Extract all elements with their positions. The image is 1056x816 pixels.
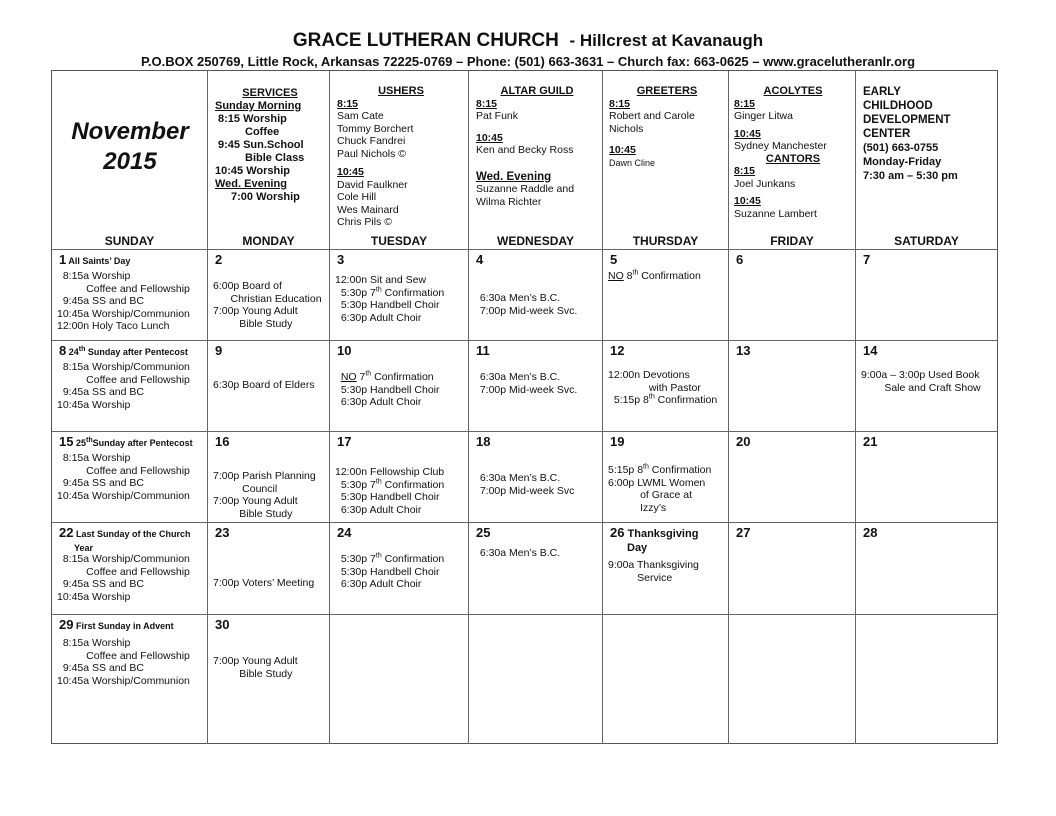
- day-cell: [52, 615, 208, 744]
- day-number: 7: [863, 252, 871, 267]
- altar-guild-cell: [469, 71, 603, 233]
- weekday-name: MONDAY: [208, 233, 330, 249]
- event-line: 12:00n Holy Taco Lunch: [57, 320, 170, 332]
- ushers-time: 8:15: [337, 97, 359, 110]
- usher-name: Sam Cate: [337, 110, 384, 122]
- ecc-hours: 7:30 am – 5:30 pm: [863, 170, 958, 182]
- day-events: [57, 553, 204, 603]
- acolytes-head: ACOLYTES: [763, 85, 823, 97]
- event-line: NO 8th Confirmation: [608, 269, 701, 282]
- event-line: 12:00n Fellowship Club: [335, 466, 445, 478]
- weekday-header: [52, 233, 997, 250]
- day-cell: [603, 341, 729, 432]
- weekday-name: THURSDAY: [603, 233, 729, 249]
- event-line: 10:45a Worship: [57, 398, 131, 411]
- event-line: 8:15a Worship: [57, 637, 131, 649]
- day-title: All Saints’ Day: [68, 256, 131, 266]
- weekday-name: SATURDAY: [894, 234, 959, 248]
- event-line: 6:30p Adult Choir: [335, 396, 422, 408]
- event-line: Bible Study: [213, 667, 293, 680]
- ecc-line: CENTER: [863, 128, 911, 140]
- services-line: Bible Class: [245, 152, 305, 164]
- event-line: 6:30a Men’s B.C.: [474, 292, 561, 304]
- event-line: 6:30a Men’s B.C.: [474, 472, 561, 484]
- event-line: 10:45a Worship/Communion: [57, 674, 190, 687]
- church-name: GRACE LUTHERAN CHURCH: [292, 30, 559, 51]
- event-line: 6:30p Adult Choir: [335, 311, 422, 324]
- day-cell: [52, 250, 208, 341]
- services-wed-evening: Wed. Evening: [215, 178, 287, 190]
- day-events: [57, 452, 204, 502]
- altar-guild-block: [476, 85, 598, 208]
- day-events: [335, 274, 465, 324]
- event-line: Bible Study: [213, 317, 293, 330]
- acolytes-cell: [729, 71, 856, 233]
- event-line: Service: [608, 571, 673, 584]
- day-title-cont: Day: [627, 542, 648, 554]
- day-events: [57, 361, 204, 411]
- usher-name: Chuck Fandrei: [337, 135, 406, 147]
- services-line: 9:45 Sun.School: [218, 139, 304, 151]
- event-line: 10:45a Worship/Communion: [57, 307, 190, 320]
- usher-name: Wes Mainard: [337, 203, 399, 216]
- day-cell: [330, 432, 469, 523]
- day-number: 6: [736, 252, 744, 267]
- day-events: [335, 553, 465, 591]
- usher-name: Paul Nichols ©: [337, 147, 407, 160]
- cantors-time: 10:45: [734, 195, 761, 207]
- event-line: 8:15a Worship: [57, 270, 131, 282]
- event-line: 9:00a – 3:00p Used Book: [861, 369, 980, 381]
- contact-line: P.O.BOX 250769, Little Rock, Arkansas 72225-0769 – Phone: (501) 663-3631 – Church fax: 663-0625 – www.gracelutheranlr.org: [140, 54, 916, 69]
- weekday-name: FRIDAY: [729, 233, 856, 249]
- services-cell: [208, 71, 330, 233]
- day-events: [474, 371, 599, 396]
- event-line: 6:00p LWML Women: [608, 476, 706, 489]
- day-cell: [208, 432, 330, 523]
- day-number: 25: [476, 525, 491, 540]
- day-cell: [330, 615, 469, 744]
- day-number: 26 Thanksgiving Day: [610, 525, 699, 554]
- weekday-name: TUESDAY: [330, 233, 469, 249]
- day-cell: [729, 341, 856, 432]
- usher-name: David Faulkner: [337, 178, 408, 191]
- day-number: 28: [863, 525, 878, 540]
- month-title: [52, 117, 208, 177]
- day-title: 25thSunday after Pentecost: [75, 437, 193, 448]
- day-cell: [208, 250, 330, 341]
- day-events: [213, 577, 326, 590]
- day-cell: [856, 523, 997, 615]
- altar-guild-name: Pat Funk: [476, 110, 519, 122]
- day-events: [213, 280, 326, 330]
- greeters-cell: [603, 71, 729, 233]
- event-line: 10:45a Worship/Communion: [57, 489, 190, 502]
- event-line: Bible Study: [213, 507, 293, 520]
- ecc-block: [863, 85, 995, 183]
- ushers-time: 10:45: [337, 166, 364, 178]
- day-number: 17: [337, 434, 352, 449]
- day-events: [608, 559, 725, 584]
- weekday-name: SUNDAY: [52, 233, 208, 249]
- day-events: [335, 371, 465, 409]
- event-line: 9:45a SS and BC: [57, 662, 144, 674]
- event-line: Coffee and Fellowship: [57, 649, 190, 662]
- day-cell: [330, 250, 469, 341]
- day-title: First Sunday in Advent: [75, 621, 174, 631]
- day-number: 2: [215, 252, 223, 267]
- event-line: 5:30p 7th Confirmation: [335, 552, 445, 565]
- event-line: 7:00p Young Adult: [213, 495, 298, 507]
- day-cell: [856, 341, 997, 432]
- day-cell: [469, 250, 603, 341]
- day-cell: [729, 523, 856, 615]
- event-line: 5:15p 8th Confirmation: [608, 393, 718, 406]
- day-cell: [330, 341, 469, 432]
- event-line: Coffee and Fellowship: [57, 373, 190, 386]
- day-events: [213, 655, 326, 680]
- day-number: 18: [476, 434, 491, 449]
- day-events: [608, 369, 725, 407]
- altar-guild-name: Ken and Becky Ross: [476, 144, 574, 156]
- day-events: [213, 470, 326, 520]
- day-cell: [330, 523, 469, 615]
- day-number: 14: [863, 343, 878, 358]
- day-cell: [52, 523, 208, 615]
- day-cell: [469, 341, 603, 432]
- month-cell: [52, 71, 208, 233]
- greeters-time: 8:15: [609, 97, 631, 110]
- month-name: November: [71, 118, 189, 145]
- event-line: 8:15a Worship/Communion: [57, 553, 190, 565]
- day-cell: [603, 615, 729, 744]
- event-line: 6:30p Board of Elders: [213, 379, 315, 391]
- services-head: SERVICES: [242, 87, 298, 99]
- day-cell: [469, 523, 603, 615]
- services-line: 8:15 Worship: [218, 113, 287, 125]
- event-line: 8:15a Worship/Communion: [57, 361, 190, 373]
- day-cell: [52, 432, 208, 523]
- greeters-time: 10:45: [609, 144, 636, 156]
- ushers-cell: [330, 71, 469, 233]
- event-line: 6:30a Men’s B.C.: [474, 371, 561, 383]
- day-title-cont: Year: [74, 543, 94, 553]
- event-line: 6:30p Adult Choir: [335, 578, 422, 590]
- services-line: 10:45 Worship: [215, 165, 290, 177]
- event-line: Christian Education: [213, 292, 322, 305]
- acolytes-time: 10:45: [734, 127, 761, 140]
- day-cell: [469, 432, 603, 523]
- event-line: 7:00p Mid-week Svc.: [474, 383, 578, 396]
- event-line: of Grace at: [608, 489, 693, 501]
- acolyte-name: Sydney Manchester: [734, 140, 827, 152]
- day-cell: [729, 615, 856, 744]
- day-cell: [469, 615, 603, 744]
- event-line: 9:45a SS and BC: [57, 578, 144, 590]
- event-line: 6:00p Board of: [213, 280, 282, 292]
- event-line: 5:30p 7th Confirmation: [335, 286, 445, 299]
- event-line: 12:00n Devotions: [608, 369, 690, 381]
- altar-guild-name: Suzanne Raddle and: [476, 183, 575, 195]
- event-line: 10:45a Worship: [57, 590, 131, 603]
- day-number: 16: [215, 434, 230, 449]
- day-cell: [52, 341, 208, 432]
- day-number: 9: [215, 343, 223, 358]
- usher-name: Tommy Borchert: [337, 122, 414, 135]
- event-line: NO 7th Confirmation: [340, 370, 434, 383]
- church-location: - Hillcrest at Kavanaugh: [569, 31, 764, 50]
- ecc-line: CHILDHOOD: [863, 100, 933, 112]
- event-line: Coffee and Fellowship: [57, 464, 190, 477]
- day-number: 23: [215, 525, 230, 540]
- day-events: [335, 466, 465, 516]
- day-events: [474, 292, 599, 317]
- event-line: 9:45a SS and BC: [57, 477, 144, 489]
- altar-guild-head: ALTAR GUILD: [500, 85, 574, 97]
- event-line: 12:00n Sit and Sew: [335, 274, 427, 286]
- event-line: 9:45a SS and BC: [57, 295, 144, 307]
- day-number: 1 All Saints’ Day: [59, 252, 131, 267]
- services-line: 7:00 Worship: [231, 191, 300, 203]
- day-title: Last Sunday of the Church: [75, 529, 191, 539]
- day-number: 30: [215, 617, 230, 632]
- day-number: 3: [337, 252, 345, 267]
- greeters-block: [609, 85, 725, 169]
- day-events: [57, 270, 204, 333]
- event-line: 5:30p Handbell Choir: [335, 383, 440, 396]
- altar-guild-time: 8:15: [476, 97, 498, 110]
- day-number: 13: [736, 343, 751, 358]
- day-title: Thanksgiving: [627, 528, 699, 540]
- altar-guild-time: Wed. Evening: [476, 170, 552, 183]
- event-line: 5:15p 8th Confirmation: [608, 463, 712, 476]
- services-sunday-morning: Sunday Morning: [215, 100, 302, 112]
- greeters-head: GREETERS: [636, 85, 698, 97]
- day-number: 12: [610, 343, 625, 358]
- ecc-line: EARLY: [863, 86, 901, 98]
- day-title: 24th Sunday after Pentecost: [68, 346, 188, 357]
- cantor-name: Joel Junkans: [734, 177, 796, 190]
- event-line: 7:00p Mid-week Svc: [474, 484, 575, 497]
- greeter-name: Dawn Cline: [609, 157, 656, 168]
- day-number: 19: [610, 434, 625, 449]
- event-line: 9:45a SS and BC: [57, 386, 144, 398]
- day-cell: [208, 341, 330, 432]
- day-events: [57, 637, 204, 687]
- event-line: 5:30p Handbell Choir: [335, 299, 440, 311]
- day-cell: [856, 615, 997, 744]
- day-cell: [729, 432, 856, 523]
- day-cell: [603, 432, 729, 523]
- weekday-name: WEDNESDAY: [469, 233, 603, 249]
- greeter-name: Robert and Carole: [609, 110, 695, 122]
- cantors-time: 8:15: [734, 165, 756, 177]
- event-line: Council: [213, 482, 278, 495]
- event-line: 9:00a Thanksgiving: [608, 559, 699, 571]
- event-line: Sale and Craft Show: [861, 381, 981, 394]
- event-line: 5:30p Handbell Choir: [335, 565, 440, 578]
- day-events: [608, 270, 725, 283]
- acolyte-name: Ginger Litwa: [734, 110, 793, 122]
- day-cell: [856, 432, 997, 523]
- day-events: [608, 464, 725, 514]
- day-number: 21: [863, 434, 878, 449]
- event-line: 7:00p Voters’ Meeting: [213, 577, 315, 589]
- event-line: 7:00p Young Adult: [213, 655, 298, 667]
- day-number: 10: [337, 343, 352, 358]
- event-line: 6:30p Adult Choir: [335, 503, 422, 516]
- cantors-head: CANTORS: [765, 152, 821, 165]
- services-block: [215, 87, 325, 204]
- ecc-phone: (501) 663-0755: [863, 142, 939, 154]
- page-title: [0, 30, 1056, 52]
- day-cell: [208, 523, 330, 615]
- day-number: 5: [610, 252, 618, 267]
- ushers-block: [337, 85, 465, 229]
- event-line: with Pastor: [608, 381, 701, 394]
- day-cell: [208, 615, 330, 744]
- acolytes-time: 8:15: [734, 97, 756, 110]
- ecc-cell: [856, 71, 997, 233]
- day-cell: [603, 523, 729, 615]
- day-number: 8 24th Sunday after Pentecost: [59, 343, 188, 358]
- event-line: Coffee and Fellowship: [57, 282, 190, 295]
- event-line: 7:00p Mid-week Svc.: [474, 304, 578, 317]
- day-number: 29 First Sunday in Advent: [59, 617, 174, 632]
- altar-guild-name: Wilma Richter: [476, 195, 542, 208]
- event-line: 7:00p Young Adult: [213, 305, 298, 317]
- day-number: 27: [736, 525, 751, 540]
- day-events: [861, 369, 994, 394]
- usher-name: Chris Pils ©: [337, 216, 392, 228]
- day-cell: [603, 250, 729, 341]
- ushers-head: USHERS: [378, 85, 424, 97]
- day-number: 22 Last Sunday of the Church Year: [59, 525, 191, 553]
- day-cell: [729, 250, 856, 341]
- acolytes-block: [734, 85, 852, 220]
- event-line: 5:30p Handbell Choir: [335, 491, 440, 503]
- event-line: 6:30a Men’s B.C.: [474, 547, 561, 559]
- ecc-line: DEVELOPMENT: [863, 114, 951, 126]
- day-events: [474, 547, 599, 560]
- day-number: 15 25thSunday after Pentecost: [59, 434, 193, 449]
- event-line: Coffee and Fellowship: [57, 565, 190, 578]
- day-number: 24: [337, 525, 352, 540]
- calendar-frame: [51, 70, 998, 744]
- day-number: 11: [476, 343, 490, 358]
- ecc-days: Monday-Friday: [863, 156, 942, 168]
- event-line: 7:00p Parish Planning: [213, 470, 316, 482]
- day-number: 4: [476, 252, 484, 267]
- month-year: 2015: [103, 148, 157, 175]
- greeter-name: Nichols: [609, 122, 644, 135]
- day-events: [474, 472, 599, 497]
- altar-guild-time: 10:45: [476, 131, 503, 144]
- cantor-name: Suzanne Lambert: [734, 207, 817, 220]
- usher-name: Cole Hill: [337, 191, 377, 203]
- day-number: 20: [736, 434, 751, 449]
- services-line: Coffee: [245, 126, 280, 138]
- day-events: [213, 379, 326, 392]
- event-line: Izzy’s: [608, 501, 667, 514]
- event-line: 5:30p 7th Confirmation: [335, 478, 445, 491]
- day-cell: [856, 250, 997, 341]
- event-line: 8:15a Worship: [57, 452, 131, 464]
